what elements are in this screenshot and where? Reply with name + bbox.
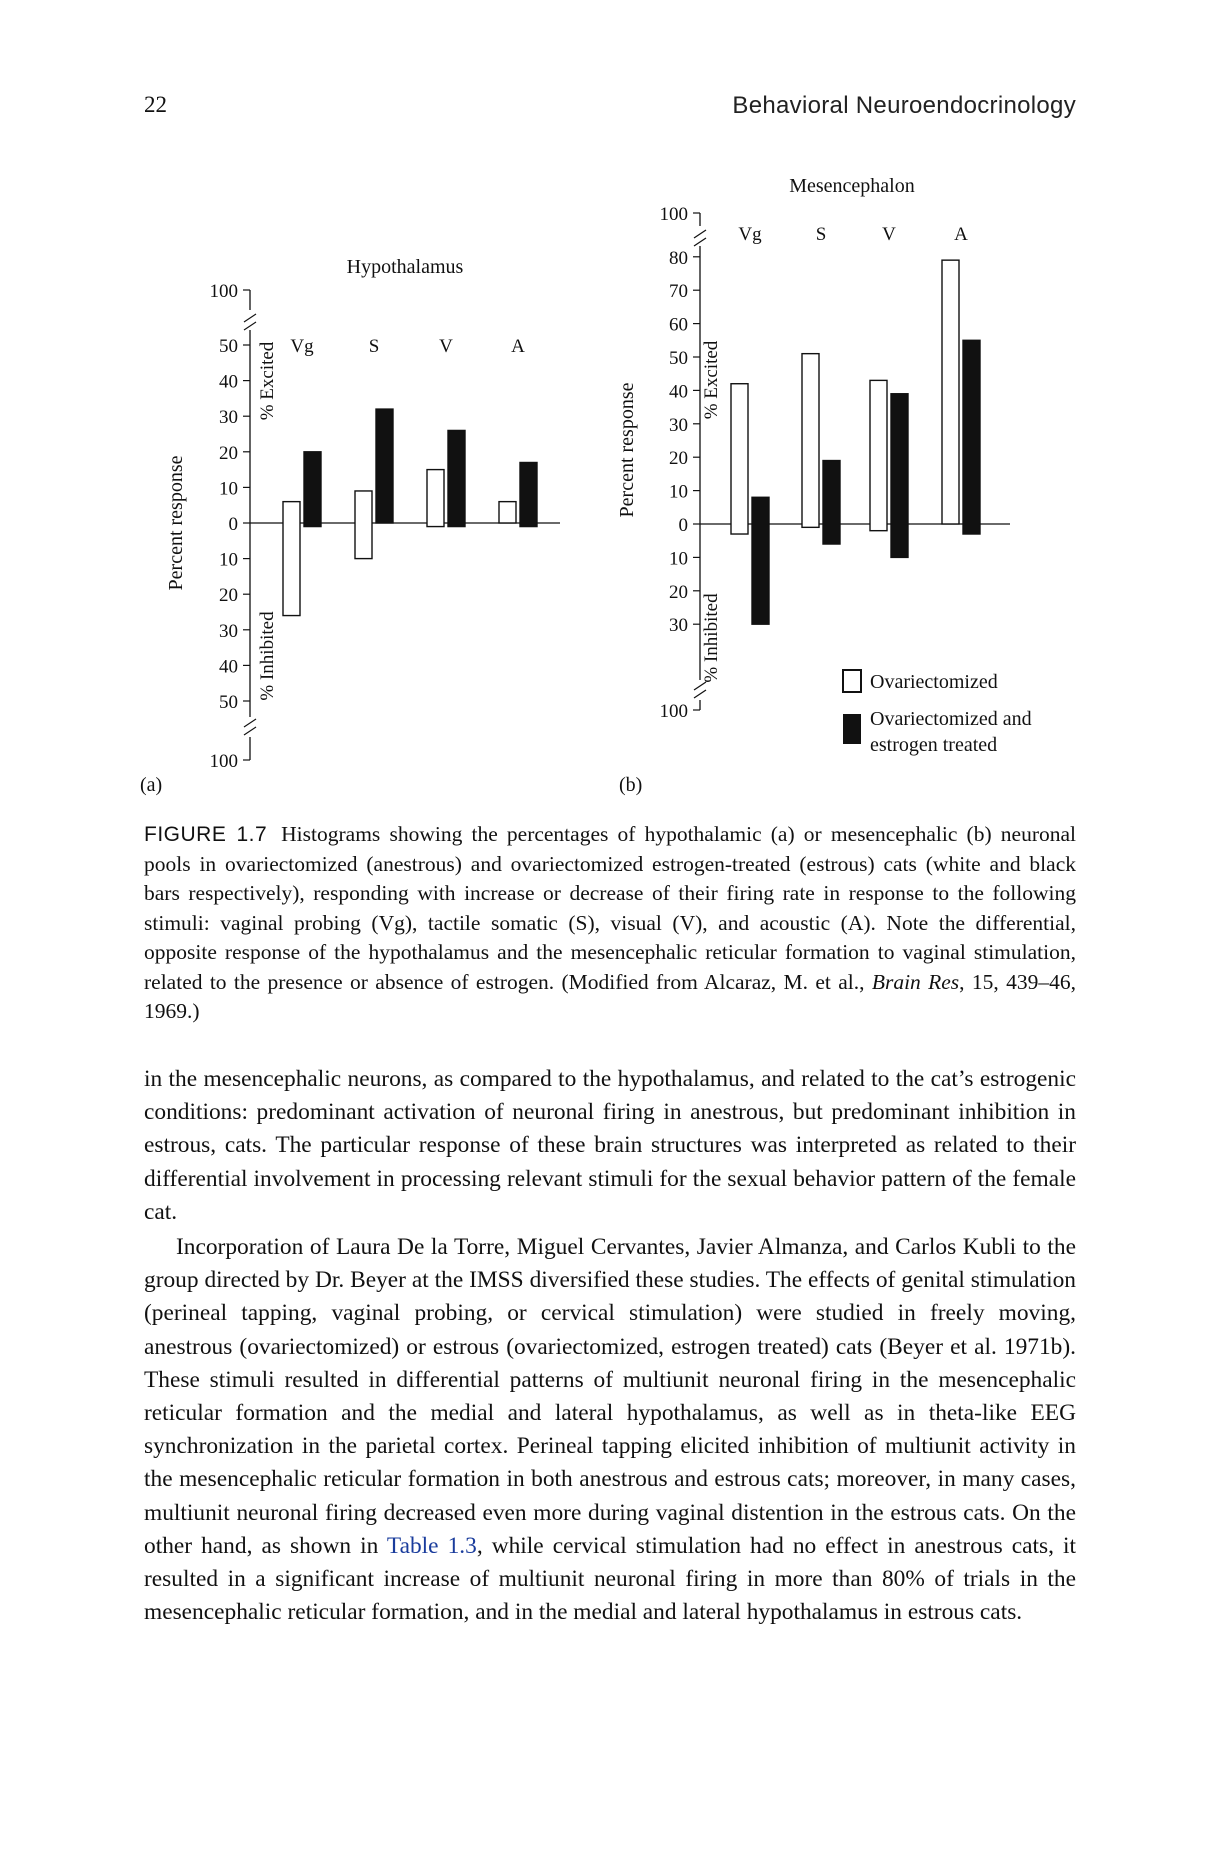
paragraph-2-part2: , while cervical stimulation had no effect in anestrous cats, it resulted in a significant increase of multiunit neuronal firing in more than 80% of trials in the mesencephalic reticular formation, and in the medial and lateral hypothalamus in estrous cats. [144,1532,1076,1626]
legend-label-estrogen-line2: estrogen treated [870,734,998,756]
chart-title: Mesencephalon [789,175,915,197]
y-tick-label-max-top: 100 [209,281,238,302]
y-tick-label: 20 [669,448,688,470]
category-label: V [882,224,896,245]
bar-ovariectomized [942,260,959,524]
caption-text: Histograms showing the percentages of hypothalamic (a) or mesencephalic (b) neuronal pools in ovariectomized (anestrous) and ovariectomized estrogen-treated (estrous) cats (white and black bars respectively), responding with increase or decrease of their firing rate in response to the following stimuli: vaginal probing (Vg), tactile somatic (S), visual (V), and acoustic (A). Note the differential, opposite response of the hypothalamus and the mesencephalic reticular formation to vaginal stimulation, related to the presence or absence of estrogen. (Modified from Alcaraz, M. et al., [144,822,1076,994]
chart-title: Hypothalamus [346,256,464,278]
category-label: A [511,336,525,357]
y-tick-label-max-top: 100 [659,204,688,225]
bar-ovariectomized [499,502,516,523]
chart-mesencephalon [616,175,1010,796]
legend-label-ovariectomized: Ovariectomized [870,671,998,693]
y-tick-label: 40 [669,381,688,403]
y-tick-label: 30 [669,414,688,436]
axis-break-mark-bottom [244,719,256,727]
paragraph-1: in the mesencephalic neurons, as compared to the hypothalamus, and related to the cat’s estrogenic conditions: predominant activation of neuronal firing in anestrous, but predominant inhibition in estrous, cats. The particular response of these brain structures was interpreted as related to their differential involvement in processing relevant stimuli for the sexual behavior pattern of the female cat. [144,1066,1076,1225]
y-tick-label: 30 [669,615,688,637]
y-tick-label: 10 [219,478,238,500]
bar-estrogen-treated [304,452,321,527]
y-tick-label-max-bottom: 100 [209,751,238,772]
y-tick-label: 10 [669,548,688,570]
upper-region-label: % Excited [701,340,722,420]
bar-estrogen-treated [963,340,980,534]
category-label: S [815,224,827,245]
bar-ovariectomized [870,380,887,530]
y-tick-label: 40 [219,371,238,393]
body-text [144,1063,1076,1629]
paragraph-2-part1: Incorporation of Laura De la Torre, Miguel Cervantes, Javier Almanza, and Carlos Kubli to the group directed by Dr. Beyer at the IMSS diversified these studies. The effects of genital stimulation (perineal tapping, vaginal probing, or cervical stimulation) were studied in freely moving, anestrous (ovariectomized) or estrous (ovariectomized, estrogen treated) cats (Beyer et al. 1971b). These stimuli resulted in differential patterns of multiunit neuronal firing in the mesencephalic reticular formation and the medial and lateral hypothalamus, as well as in theta-like EEG synchronization in the parietal cortex. Perineal tapping elicited inhibition of multiunit activity in the mesencephalic reticular formation in both anestrous and estrous cats; moreover, in many cases, multiunit neuronal firing decreased even more during vaginal distention in the estrous cats. On the other hand, as shown in [144,1234,1076,1559]
y-tick-label: 20 [219,442,238,464]
y-tick-label: 20 [219,585,238,607]
bar-estrogen-treated [448,430,465,526]
legend-swatch-ovariectomized [843,670,861,692]
y-axis-label: Percent response [165,455,187,591]
legend [843,670,1032,756]
y-tick-label: 30 [219,407,238,429]
panel-label: (b) [619,774,643,796]
y-tick-label-zero: 0 [228,514,238,535]
bar-estrogen-treated [752,497,769,624]
y-tick-label: 60 [669,314,688,336]
axis-break-mark-top [244,322,256,330]
bar-ovariectomized [427,470,444,527]
book-title: Behavioral Neuroendocrinology [732,92,1076,119]
table-link[interactable]: Table 1.3 [386,1532,477,1559]
caption-citation: , 15, 439–46, 1969.) [144,969,1076,1023]
figure-caption [144,820,1076,1027]
category-label: Vg [738,224,762,245]
paragraph-2 [144,1231,1076,1629]
y-tick-label: 40 [219,656,238,678]
category-label: Vg [290,336,314,357]
y-tick-label: 10 [219,549,238,571]
y-tick-label: 70 [669,281,688,303]
category-label: V [439,336,453,357]
y-tick-label: 50 [219,692,238,713]
lower-region-label: % Inhibited [701,593,722,683]
bar-ovariectomized [731,384,748,534]
axis-break-mark-top [694,238,706,246]
y-tick-label: 50 [669,348,688,369]
category-label: A [954,224,968,245]
lower-region-label: % Inhibited [257,611,278,701]
y-tick-label: 50 [219,336,238,357]
axis-break-mark-bottom [694,690,706,698]
bar-ovariectomized [802,354,819,528]
caption-label: FIGURE 1.7 [144,823,268,846]
bar-estrogen-treated [891,394,908,558]
y-axis-label: Percent response [616,382,638,518]
y-tick-label: 80 [669,247,688,269]
panel-label: (a) [140,774,163,796]
y-tick-label-max-bottom: 100 [659,701,688,722]
legend-label-estrogen-line1: Ovariectomized and [870,708,1032,730]
bar-ovariectomized [355,491,372,559]
upper-region-label: % Excited [257,341,278,421]
axis-break-mark-top [694,230,706,238]
chart-hypothalamus [140,256,560,796]
figure-1-7 [0,0,1225,800]
category-label: S [368,336,380,357]
page-number: 22 [144,92,167,117]
bar-estrogen-treated [376,409,393,523]
bar-ovariectomized [283,502,300,616]
y-tick-label-zero: 0 [678,515,688,536]
axis-break-mark-bottom [244,727,256,735]
axis-break-mark-top [244,314,256,322]
bar-estrogen-treated [823,461,840,545]
y-tick-label: 30 [219,620,238,642]
legend-swatch-estrogen-treated [843,714,861,744]
caption-journal: Brain Res [871,969,960,994]
y-tick-label: 20 [669,581,688,603]
y-tick-label: 10 [669,481,688,503]
bar-estrogen-treated [520,462,537,526]
